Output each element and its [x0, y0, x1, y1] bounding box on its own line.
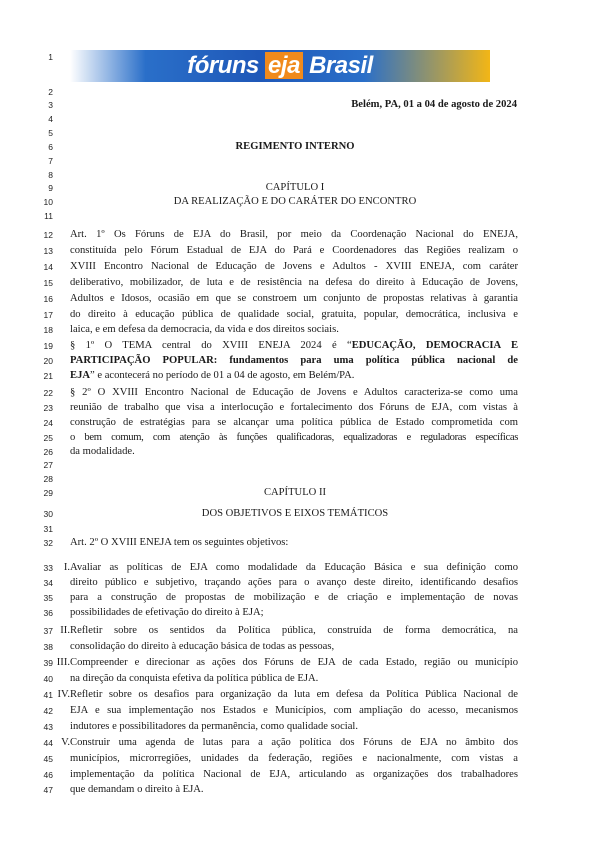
objective-line: Refletir sobre os sentidos da Política pública, construída de forma democrática, na [70, 625, 518, 636]
line-number: 18 [43, 325, 53, 335]
objective-line: indutores e possibilitadores da permanência, como qualidade social. [70, 721, 359, 732]
line-number: 9 [48, 183, 53, 193]
objective-line: possibilidades de efetivação do direito à EJA; [70, 607, 264, 618]
paragraph2-line: da modalidade. [70, 446, 135, 457]
objective-line: que demandam o direito à EJA. [70, 784, 204, 795]
line-number: 43 [43, 722, 53, 732]
paragraph1-line [70, 354, 518, 367]
objective-number: V. [61, 737, 70, 748]
line-number: 32 [43, 538, 53, 548]
line-number: 44 [43, 738, 53, 748]
line-number: 2 [48, 87, 53, 97]
forums-eja-brasil-banner [70, 50, 490, 82]
document-title: REGIMENTO INTERNO [235, 141, 355, 152]
art2-intro: Art. 2º O XVIII ENEJA tem os seguintes objetivos: [70, 537, 289, 548]
line-number: 40 [43, 674, 53, 684]
line-number: 26 [43, 447, 53, 457]
line-number: 12 [43, 230, 53, 240]
objective-number: I. [63, 562, 70, 573]
chapter-subtitle: DOS OBJETIVOS E EIXOS TEMÁTICOS [201, 508, 389, 519]
objective-number: IV. [57, 689, 70, 700]
line-number: 19 [43, 341, 53, 351]
line-number: 13 [43, 246, 53, 256]
line-number: 10 [43, 197, 53, 207]
chapter-heading: CAPÍTULO II [263, 487, 327, 498]
line-number: 29 [43, 488, 53, 498]
line-number: 7 [48, 156, 53, 166]
objective-line: Avaliar as políticas de EJA como modalidade da Educação Básica e sua definição como [70, 562, 518, 573]
line-number: 8 [48, 170, 53, 180]
line-number: 42 [43, 706, 53, 716]
line-number: 25 [43, 433, 53, 443]
line-number: 34 [43, 578, 53, 588]
date-line: Belém, PA, 01 a 04 de agosto de 2024 [351, 99, 517, 110]
line-number: 17 [43, 310, 53, 320]
objective-line: municípios, microrregiões, unidades da federação, regiões e nacionalmente, com vistas a [70, 753, 518, 764]
line-number: 20 [43, 356, 53, 366]
line-number: 4 [48, 114, 53, 124]
line-number: 46 [43, 770, 53, 780]
banner-logo-part2: eja [265, 52, 303, 79]
paragraph1-text: § 1º O TEMA central do XVIII ENEJA 2024 é “ [70, 340, 352, 351]
objective-number: III. [56, 657, 70, 668]
line-number: 11 [44, 211, 53, 221]
paragraph2-line: construção de estratégias para se alcançar uma política pública de Estado comprometida com [70, 417, 518, 428]
line-number: 33 [43, 563, 53, 573]
line-number: 15 [43, 278, 53, 288]
paragraph2-line: reunião de trabalho que visa a interlocução e fortalecimento dos Fóruns de EJA, com vistas à [70, 402, 518, 413]
chapter-heading: CAPÍTULO I [265, 182, 325, 193]
line-number: 5 [48, 128, 53, 138]
line-number: 36 [43, 608, 53, 618]
art1-line: Art. 1º Os Fóruns de EJA do Brasil, por meio da Coordenação Nacional do ENEJA, [70, 229, 518, 240]
paragraph1-text: ” e acontecerá no período de 01 a 04 de agosto, em Belém/PA. [90, 370, 355, 381]
objective-line: implementação da política Nacional de EJA, articulando as organizações dos trabalhadores [70, 769, 518, 780]
art1-line: XVIII Encontro Nacional de Educação de Jovens e Adultos - XVIII ENEJA, com caráter [70, 261, 518, 272]
line-number: 30 [43, 509, 53, 519]
line-number: 23 [43, 403, 53, 413]
objective-line: Compreender e direcionar as ações dos Fóruns de EJA de cada Estado, região ou município [70, 657, 518, 668]
line-number: 37 [43, 626, 53, 636]
line-number: 35 [43, 593, 53, 603]
paragraph2-line: § 2º O XVIII Encontro Nacional de Educação de Jovens e Adultos caracteriza-se como uma [70, 387, 518, 398]
paragraph1-theme: EJA [70, 370, 91, 381]
line-number: 1 [48, 52, 53, 62]
objective-line: na direção da conquista efetiva da política pública de EJA. [70, 673, 319, 684]
line-number: 31 [43, 524, 53, 534]
objective-line: para a construção de propostas de mobilização e de criação e implementação de novas [70, 592, 518, 603]
paragraph1-theme: EDUCAÇÃO, DEMOCRACIA E [351, 340, 518, 351]
line-number: 3 [48, 100, 53, 110]
line-number: 6 [48, 142, 53, 152]
chapter-subtitle: DA REALIZAÇÃO E DO CARÁTER DO ENCONTRO [173, 196, 417, 207]
objective-line: direito público e subjetivo, traçando ações para o avanço deste direito, identificando desafios [70, 577, 518, 588]
paragraph1-theme: PARTICIPAÇÃO POPULAR: fundamentos para uma política pública nacional de [70, 355, 518, 366]
line-number: 21 [43, 371, 53, 381]
line-number: 38 [43, 642, 53, 652]
art1-line: laica, e em defesa da democracia, da vida e dos direitos sociais. [70, 324, 339, 335]
paragraph2-line: o bem comum, com atenção às funções qualificadoras, equalizadoras e reguladoras específicas [70, 432, 518, 443]
banner-logo [70, 50, 490, 82]
line-number: 39 [43, 658, 53, 668]
objective-line: consolidação do direito à educação básica de todas as pessoas, [70, 641, 335, 652]
art1-line: constituída pelo Fórum Estadual de EJA do Pará e Coordenadores das Regiões realizam o [70, 245, 518, 256]
paragraph1-line [70, 369, 354, 382]
line-number: 16 [43, 294, 53, 304]
line-number: 22 [43, 388, 53, 398]
art1-line: deliberativo, mobilizador, de luta e de resistência na defesa do direito à Educação de Jovens, [70, 277, 518, 288]
line-number: 24 [43, 418, 53, 428]
objective-line: Construir uma agenda de lutas para a ação política dos Fóruns de EJA no âmbito dos [70, 737, 518, 748]
line-number: 27 [43, 460, 53, 470]
art1-line: Adultos e Idosos, ocasião em que se constroem um conjunto de propostas relativas à garantia [70, 293, 518, 304]
art1-line: do direito à educação pública de qualidade social, gratuita, popular, democrática, inclusiva e [70, 309, 518, 320]
banner-logo-part3: Brasil [309, 52, 373, 79]
line-number: 47 [43, 785, 53, 795]
objective-number: II. [60, 625, 70, 636]
banner-logo-part1: fóruns [187, 52, 259, 79]
line-number: 28 [43, 474, 53, 484]
objective-line: Refletir sobre os desafios para organização da luta em defesa da Política Pública Nacional de [70, 689, 518, 700]
line-number: 14 [43, 262, 53, 272]
paragraph1-line [70, 339, 518, 352]
line-number: 45 [43, 754, 53, 764]
objective-line: EJA e sua implementação nos Estados e Municípios, com ampliação do acesso, mecanismos [70, 705, 518, 716]
line-number: 41 [43, 690, 53, 700]
